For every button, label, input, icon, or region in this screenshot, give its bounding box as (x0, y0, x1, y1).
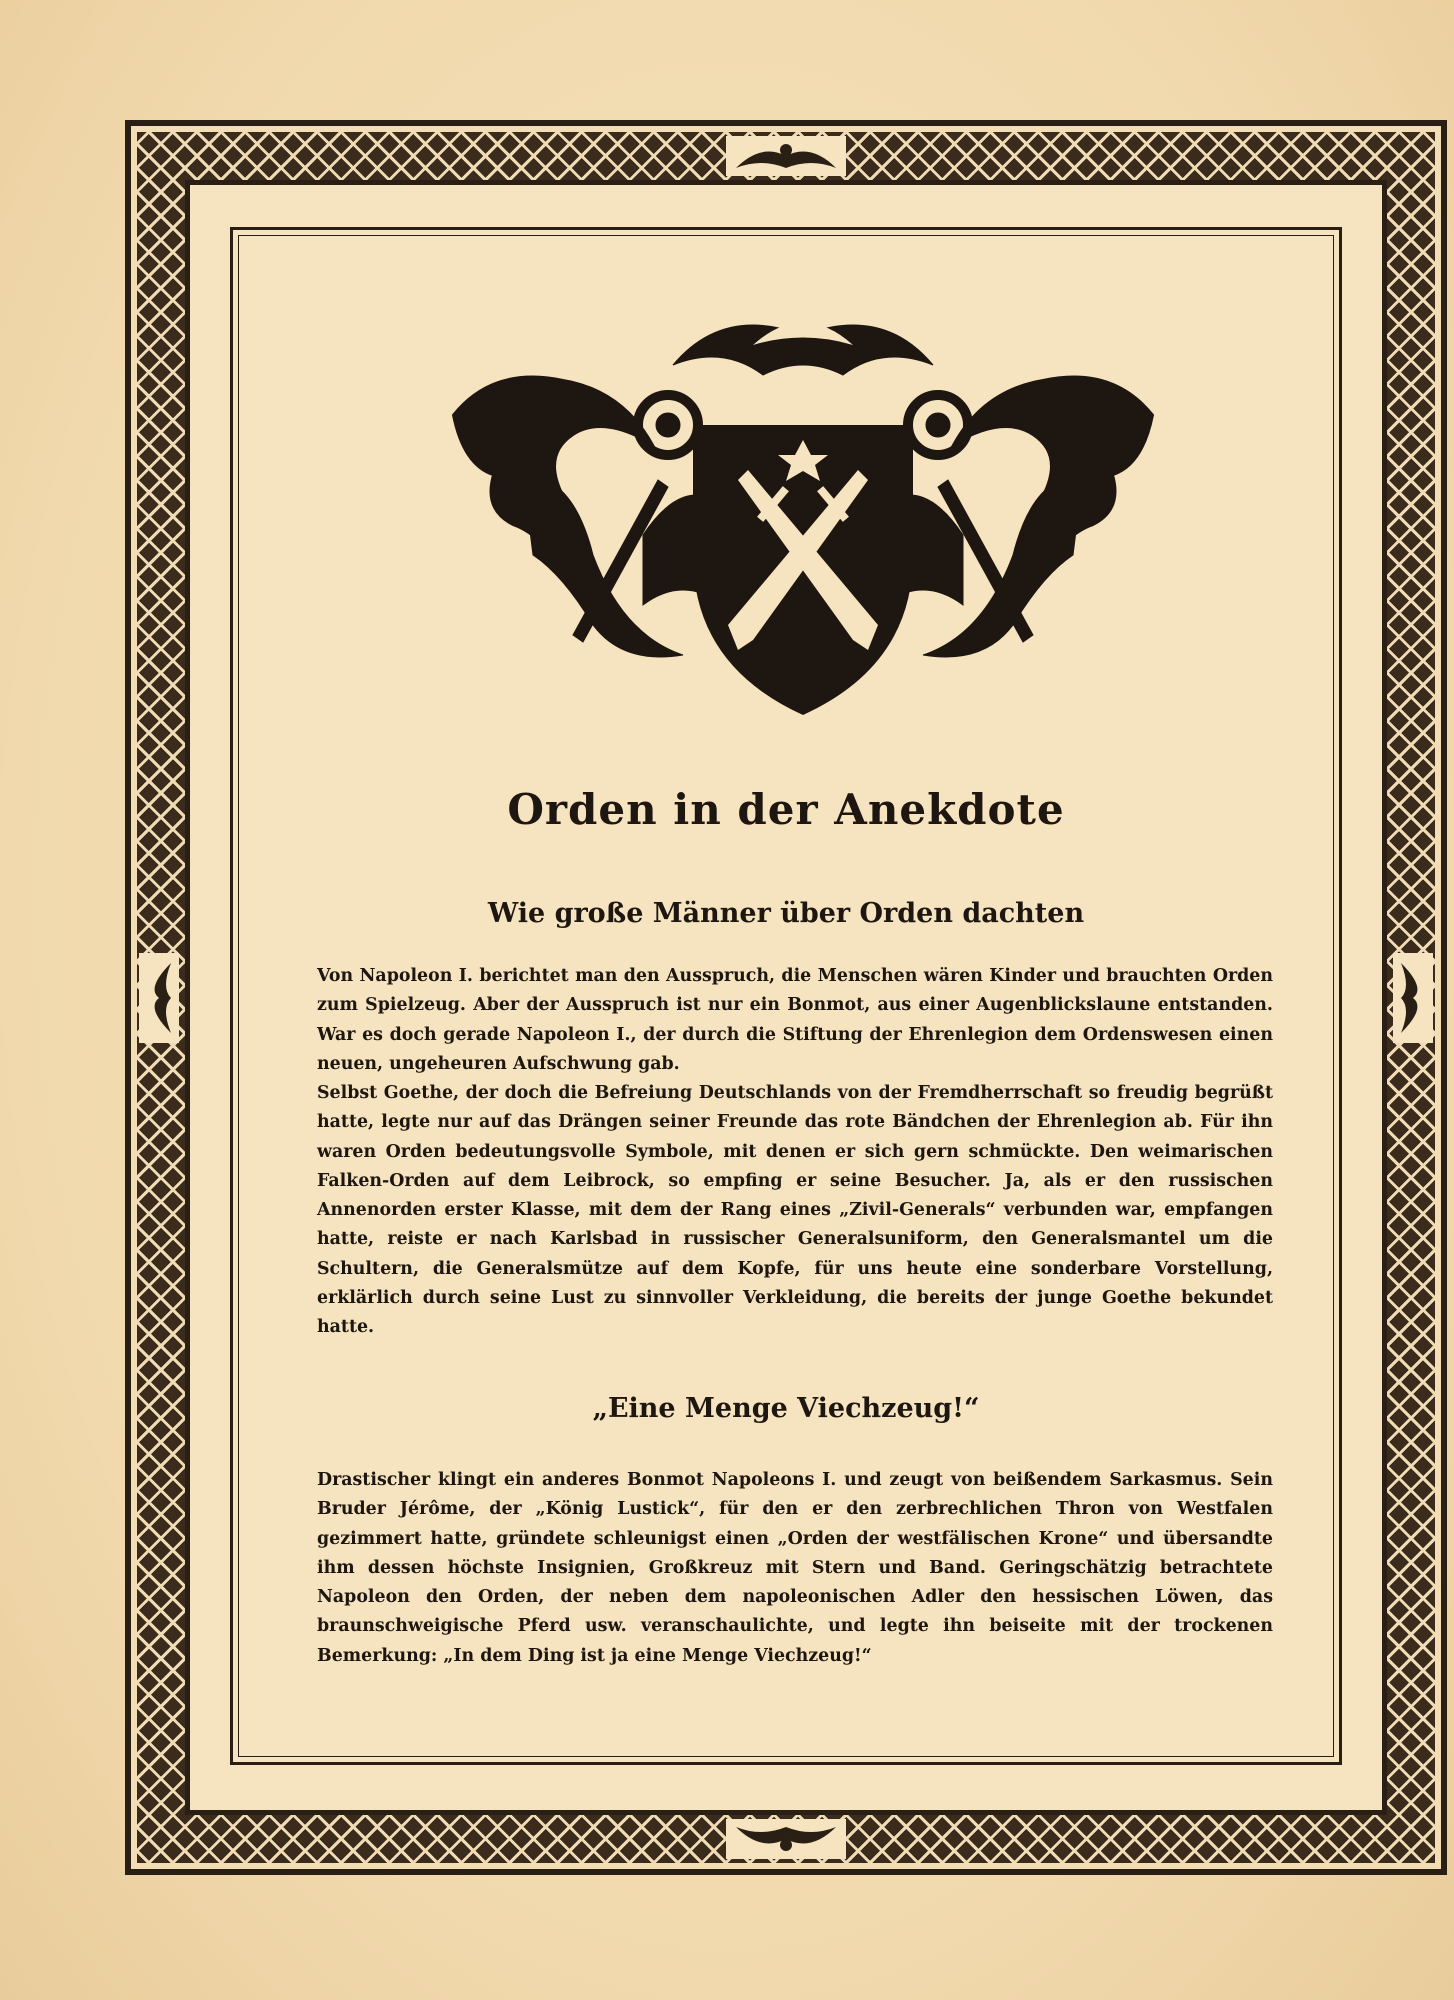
paragraph-1: Von Napoleon I. berichtet man den Ausspruch, die Menschen wären Kinder und brauchten Orden zum Spielzeug. Aber der Ausspruch ist nur ein Bonmot, aus einer Augenblickslaune entstanden. War es doch gerade Napoleon I., der durch die Stiftung der Ehrenlegion dem Ordenswesen einen neuen, ungeheuren Aufschwung gab. (317, 966, 1273, 1074)
top-acanthus-ornament-icon (726, 136, 846, 176)
ornamental-frame (125, 120, 1447, 1875)
content-box (230, 227, 1342, 1765)
bottom-acanthus-ornament-icon (726, 1819, 846, 1859)
page-title: Orden in der Anekdote (507, 785, 1065, 834)
right-ornament-icon (1393, 953, 1433, 1043)
section-heading-2: „Eine Menge Viechzeug!“ (592, 1393, 980, 1424)
left-ornament-icon (139, 953, 179, 1043)
heraldic-emblem-icon (423, 305, 1183, 725)
paragraph-2: Selbst Goethe, der doch die Befreiung Deutschlands von der Fremdherrschaft so freudig begrüßt hatte, legte nur auf das Drängen seiner Freunde das rote Bändchen der Ehrenlegion ab. Für ihn waren Orden bedeutungsvolle Symbole, mit denen er sich gern schmückte. Den weimarischen Falken-Orden auf dem Leibrock, so empfing er seine Besucher. Ja, als er den russischen Annenorden erster Klasse, mit dem der Rang eines „Zivil-Generals“ verbunden war, empfangen hatte, reiste er nach Karlsbad in russischer Generalsuniform, den Generalsmantel um die Schultern, die Generalsmütze auf dem Kopfe, für uns heute eine sonderbare Vorstellung, erklärlich durch seine Lust zu sinnvoller Verkleidung, die bereits der junge Goethe bekundet hatte. (317, 1083, 1273, 1338)
section-heading-1: Wie große Männer über Orden dachten (487, 898, 1085, 929)
paragraph-3: Drastischer klingt ein anderes Bonmot Napoleons I. und zeugt von beißendem Sarkasmus. Sein Bruder Jérôme, der „König Lustick“, für den er den zerbrechlichen Thron von Westfalen gezimmert hatte, gründete schleunigst einen „Orden der westfälischen Krone“ und übersandte ihm dessen höchste Insignien, Großkreuz mit Stern und Band. Geringschätzig betrachtete Napoleon den Orden, der neben dem napoleonischen Adler den hessischen Löwen, das braunschweigische Pferd usw. veranschaulichte, und legte ihn beiseite mit der trockenen Bemerkung: „In dem Ding ist ja eine Menge Viechzeug!“ (317, 1470, 1273, 1666)
